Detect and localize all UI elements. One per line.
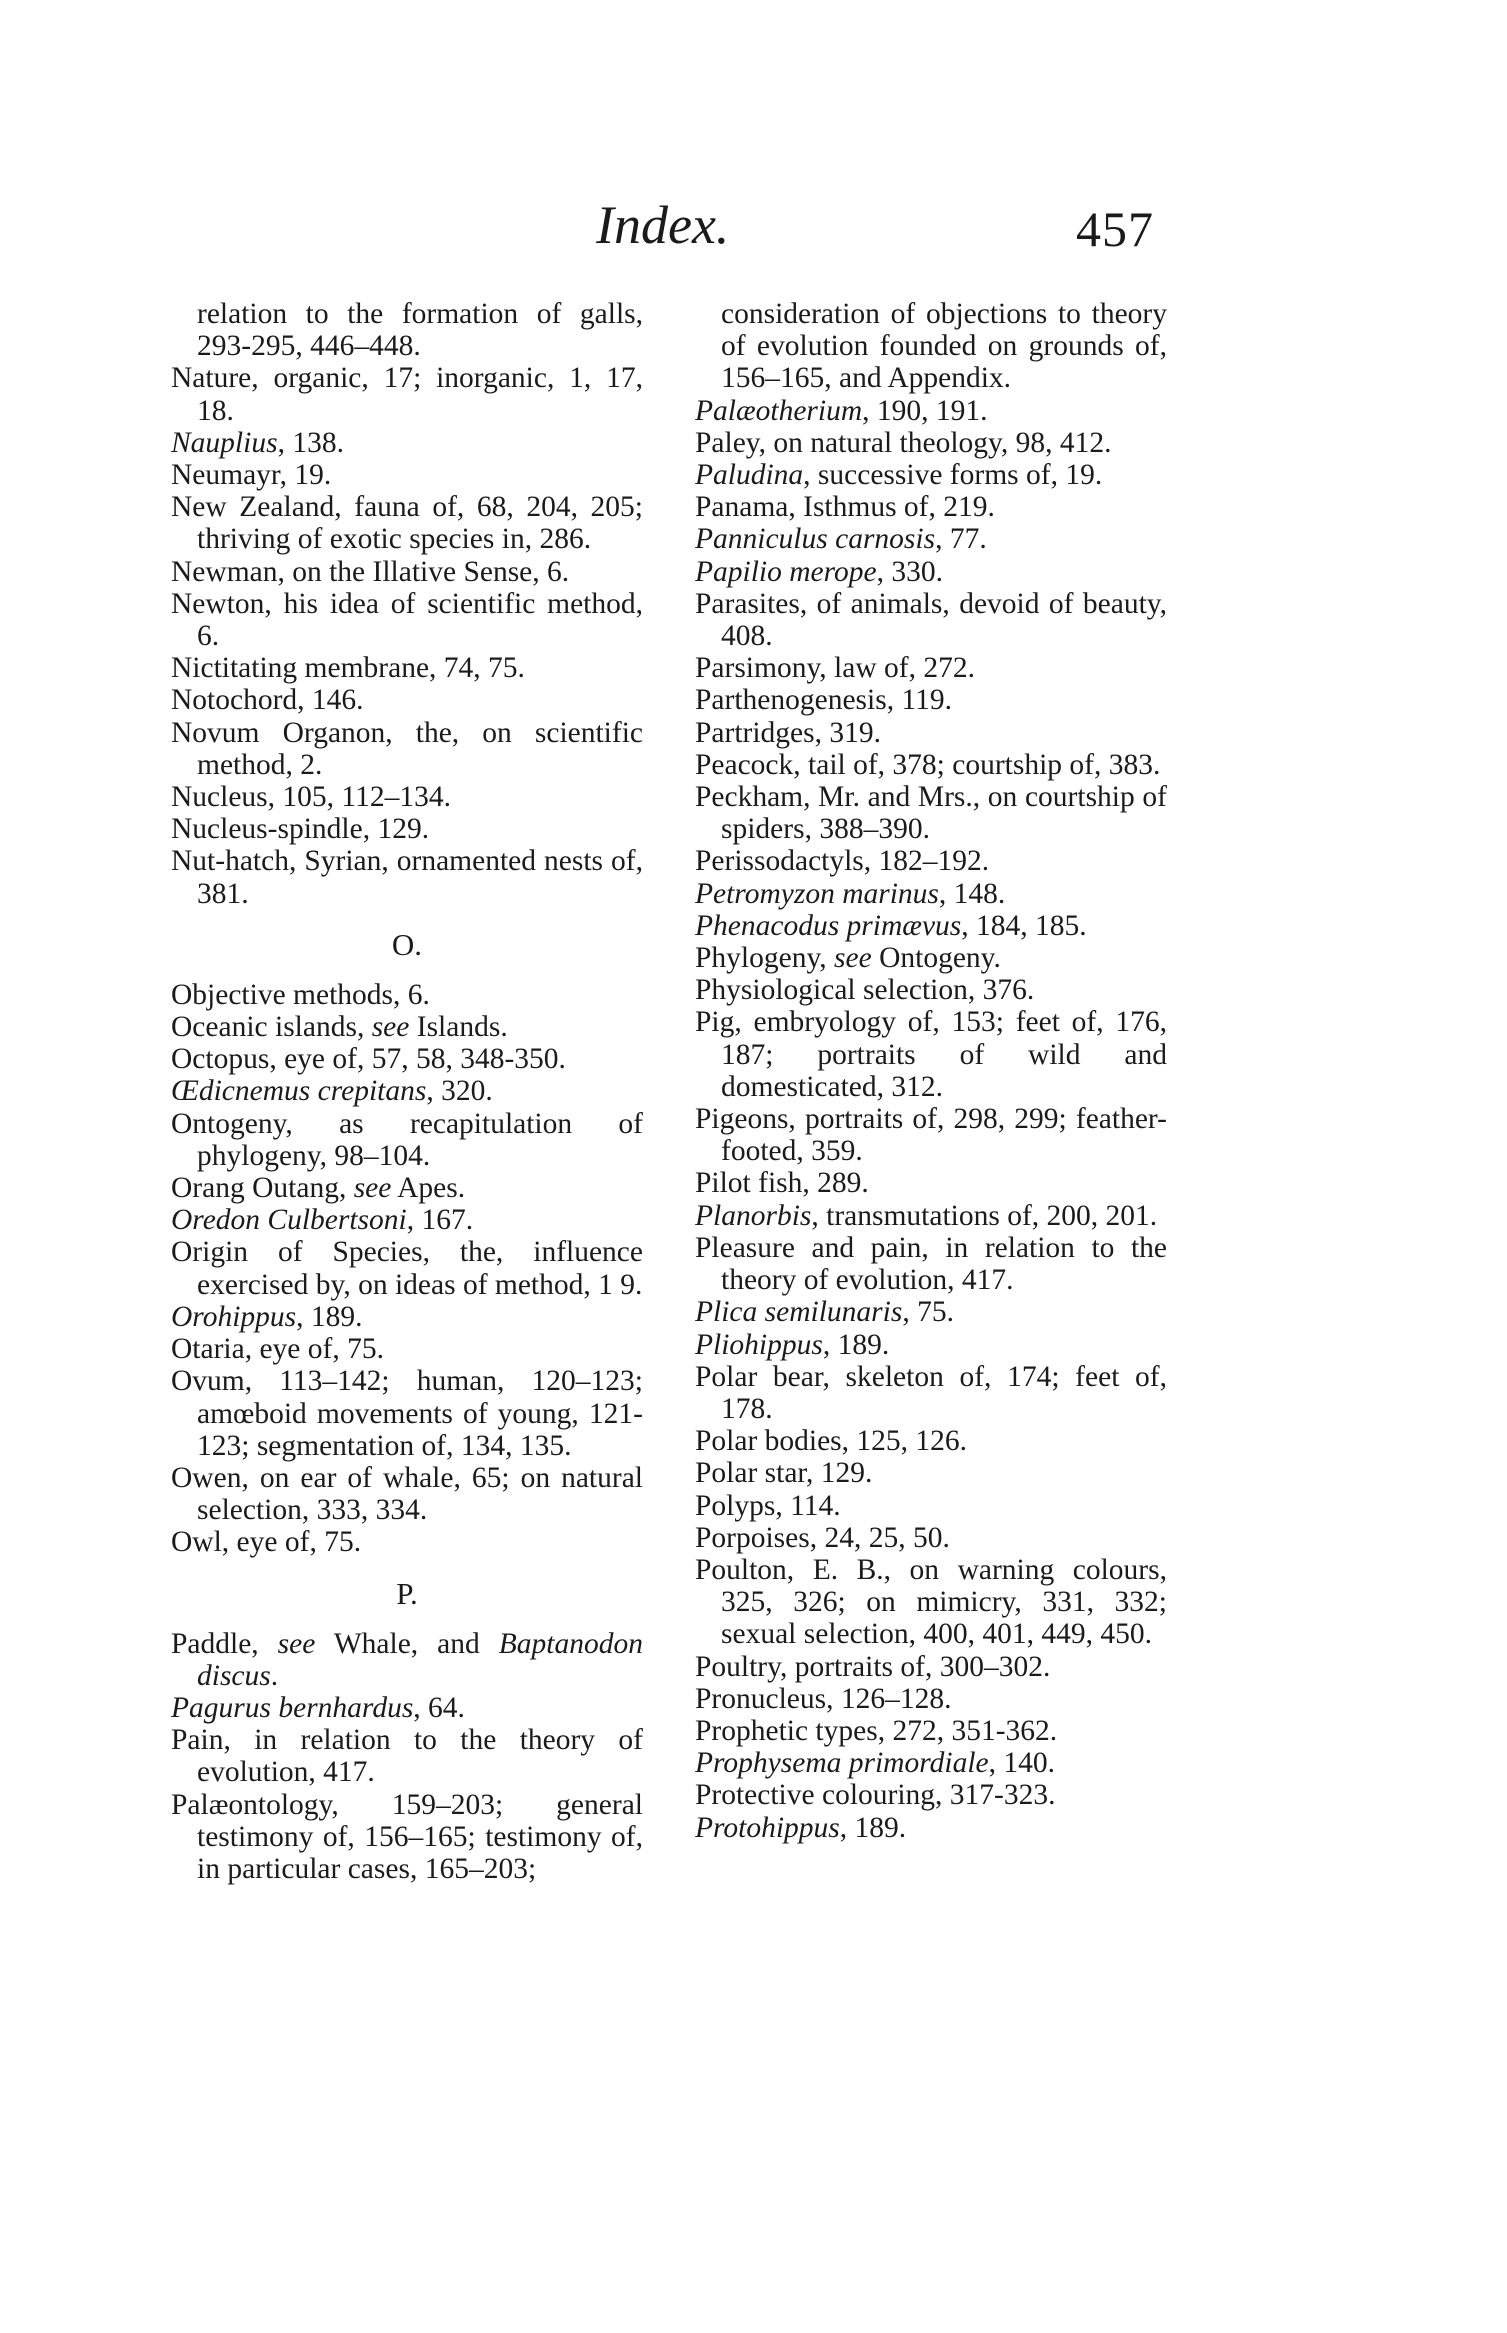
index-entry-text: Parasites, of animals, devoid of beauty, 408.: [695, 587, 1167, 653]
index-entry: [171, 362, 643, 426]
index-entry-continuation: consideration of objections to theory of evolution founded on grounds of, 156–165, and Appendix.: [721, 298, 1167, 395]
index-entry-text: Polar bear, skeleton of, 174; feet of, 178.: [695, 1360, 1167, 1425]
index-entry-text: , 189.: [822, 1328, 890, 1361]
index-entry-italic-text: Nauplius: [171, 426, 278, 459]
index-entry-text: Pleasure and pain, in relation to the theory of evolution, 417.: [695, 1231, 1167, 1297]
index-entry-italic-text: Phenacodus primævus: [695, 909, 962, 942]
index-entry-text: Novum Organon, the, on scientific method, 2.: [171, 716, 643, 781]
index-entry-italic-text: Plica semilunaris: [695, 1296, 903, 1329]
index-entry-text: Islands.: [409, 1011, 508, 1044]
index-entry: [695, 652, 1167, 684]
index-entry-text: Oceanic islands,: [171, 1011, 372, 1044]
index-entry-text: Phylogeny,: [695, 942, 835, 975]
index-entry-text: Paley, on natural theology, 98, 412.: [695, 426, 1112, 459]
index-entry: [695, 1425, 1167, 1457]
index-entry-text: , 189.: [296, 1300, 363, 1333]
index-entry: [171, 1075, 643, 1107]
index-entry-text: Neumayr, 19.: [171, 459, 332, 492]
index-entry-text: Polar star, 129.: [695, 1457, 873, 1490]
index-entry-text: Owen, on ear of whale, 65; on natural selection, 333, 334.: [171, 1461, 643, 1527]
index-entry-text: Apes.: [391, 1172, 466, 1205]
index-entry: [695, 684, 1167, 716]
index-entry-text: , 167.: [406, 1204, 474, 1237]
index-entry: [695, 523, 1167, 555]
index-entry-text: , 148.: [938, 877, 1006, 910]
index-entry-continuation: relation to the formation of galls, 293-295, 446–448.: [197, 298, 643, 363]
index-column-right: [695, 298, 1167, 1844]
index-entry-italic-text: Prophysema primordiale: [695, 1747, 989, 1780]
index-entry: [171, 652, 643, 684]
index-entry-text: Nut-hatch, Syrian, ornamented nests of, 381.: [171, 845, 643, 910]
index-entry: [171, 684, 643, 716]
index-entry-text: Objective methods, 6.: [171, 978, 430, 1011]
index-entry: [171, 1628, 643, 1692]
index-entry: [695, 1006, 1167, 1103]
index-entry-text: .: [270, 1659, 279, 1692]
index-entry: [695, 1329, 1167, 1361]
index-entry: [171, 1724, 643, 1788]
page-number: 457: [1076, 201, 1154, 257]
index-entry-italic-text: see: [353, 1172, 392, 1205]
index-entry-text: Pronucleus, 126–128.: [695, 1682, 952, 1715]
index-entry: [695, 491, 1167, 523]
index-entry-text: Physiological selection, 376.: [695, 974, 1035, 1007]
index-entry: [171, 1365, 643, 1462]
index-entry-text: Otaria, eye of, 75.: [171, 1333, 384, 1366]
index-entry: [171, 491, 643, 555]
index-entry-text: , 77.: [935, 523, 987, 556]
index-entry-italic-text: Palæotherium: [695, 394, 863, 427]
index-entry-text: Whale, and: [315, 1627, 499, 1660]
index-entry-text: Porpoises, 24, 25, 50.: [695, 1521, 950, 1554]
index-entry: [695, 1457, 1167, 1489]
index-entry-italic-text: Baptanodon discus: [197, 1627, 643, 1692]
index-entry-italic-text: Œdicnemus crepitans: [171, 1075, 427, 1108]
index-entry-text: , 189.: [839, 1811, 907, 1844]
index-entry-text: Pain, in relation to the theory of evolution, 417.: [171, 1724, 643, 1789]
index-entry: [695, 1361, 1167, 1425]
index-entry: [695, 1490, 1167, 1522]
index-entry-text: Ovum, 113–142; human, 120–123; amœboid movements of young, 121-123; segmentation of, 134, 135.: [171, 1365, 643, 1462]
index-entry-italic-text: see: [277, 1627, 316, 1660]
index-entry: [695, 556, 1167, 588]
index-entry-text: Peacock, tail of, 378; courtship of, 383.: [695, 748, 1161, 781]
index-entry-text: , 184, 185.: [961, 909, 1087, 942]
index-entry-text: Peckham, Mr. and Mrs., on courtship of spiders, 388–390.: [695, 781, 1167, 846]
index-entry: [695, 1103, 1167, 1167]
index-entry-text: Nature, organic, 17; inorganic, 1, 17, 18.: [171, 362, 643, 427]
index-entry: [695, 1167, 1167, 1199]
index-entry-text: , 190, 191.: [862, 394, 988, 427]
index-entry-text: Owl, eye of, 75.: [171, 1526, 362, 1559]
index-entry-text: , 75.: [902, 1296, 954, 1329]
index-entry: [171, 1204, 643, 1236]
index-entry-text: Nictitating membrane, 74, 75.: [171, 652, 525, 685]
index-entry: [171, 1462, 643, 1526]
index-entry: [171, 1172, 643, 1204]
index-entry-text: Poultry, portraits of, 300–302.: [695, 1650, 1051, 1683]
index-entry-text: Nucleus-spindle, 129.: [171, 813, 430, 846]
index-entry: [695, 1715, 1167, 1747]
index-entry-italic-text: Paludina: [695, 459, 804, 492]
section-letter: O.: [391, 926, 423, 962]
index-entry: [695, 1554, 1167, 1651]
index-entry: [171, 427, 643, 459]
index-entry: [695, 588, 1167, 652]
index-entry-text: , 138.: [277, 426, 344, 459]
index-entry: [695, 974, 1167, 1006]
index-entry-text: , 330.: [876, 555, 943, 588]
index-entry: [695, 781, 1167, 845]
index-entry: [695, 749, 1167, 781]
index-entry-italic-text: Pliohippus: [695, 1328, 823, 1361]
index-entry: [695, 845, 1167, 877]
index-entry: [171, 1108, 643, 1172]
index-entry-text: Ontogeny, as recapitulation of phylogeny, 98–104.: [171, 1107, 643, 1172]
index-entry: [171, 1526, 643, 1558]
index-entry: [695, 1683, 1167, 1715]
index-entry: [695, 942, 1167, 974]
index-entry: [695, 1779, 1167, 1811]
index-entry-text: Origin of Species, the, influence exercised by, on ideas of method, 1 9.: [171, 1236, 643, 1301]
index-entry: [171, 979, 643, 1011]
index-entry: [695, 1812, 1167, 1844]
index-entry: [171, 1692, 643, 1724]
index-entry: [695, 395, 1167, 427]
index-entry: [171, 1236, 643, 1300]
index-entry-text: Perissodactyls, 182–192.: [695, 845, 990, 878]
index-entry: [695, 1232, 1167, 1296]
index-entry: [171, 1043, 643, 1075]
index-entry-text: Panama, Isthmus of, 219.: [695, 491, 995, 524]
index-entry: [695, 459, 1167, 491]
index-entry-text: , 320.: [426, 1075, 493, 1108]
index-entry-text: Palæontology, 159–203; general testimony of, 156–165; testimony of, in particular cases, 165–203;: [171, 1788, 643, 1885]
index-entry-text: , transmutations of, 200, 201.: [811, 1199, 1158, 1232]
index-entry: [695, 717, 1167, 749]
index-entry: [695, 878, 1167, 910]
index-entry-text: Pigeons, portraits of, 298, 299; feather-footed, 359.: [695, 1103, 1167, 1168]
index-entry-italic-text: Orohippus: [171, 1300, 297, 1333]
section-letter: P.: [396, 1575, 418, 1611]
index-entry-text: Parthenogenesis, 119.: [695, 684, 952, 717]
page-header: [0, 190, 1507, 270]
index-entry-text: Orang Outang,: [171, 1172, 354, 1205]
index-entry-text: Nucleus, 105, 112–134.: [171, 781, 451, 814]
index-entry: [171, 813, 643, 845]
index-entry: [171, 588, 643, 652]
index-entry: [171, 1333, 643, 1365]
index-entry-text: Newman, on the Illative Sense, 6.: [171, 555, 570, 588]
index-entry: [171, 845, 643, 909]
index-entry-italic-text: Papilio merope: [695, 555, 877, 588]
index-entry-text: Pig, embryology of, 153; feet of, 176, 187; portraits of wild and domesticated, 312.: [695, 1006, 1167, 1103]
index-entry-italic-text: Planorbis: [695, 1199, 812, 1232]
index-entry-text: Octopus, eye of, 57, 58, 348-350.: [171, 1043, 566, 1076]
index-entry-text: Partridges, 319.: [695, 716, 881, 749]
index-entry-text: , 140.: [988, 1747, 1055, 1780]
index-entry-text: Pilot fish, 289.: [695, 1167, 869, 1200]
index-entry: [171, 556, 643, 588]
index-entry-italic-text: Pagurus bernhardus: [171, 1691, 414, 1724]
index-entry: [171, 1301, 643, 1333]
index-entry-text: Paddle,: [171, 1627, 278, 1660]
index-entry: [695, 1296, 1167, 1328]
index-entry-italic-text: Oredon Culbertsoni: [171, 1204, 407, 1237]
index-entry: [695, 1651, 1167, 1683]
index-entry: [695, 1522, 1167, 1554]
index-column-left: [171, 298, 643, 1885]
index-entry-italic-text: see: [834, 942, 872, 975]
index-entry-italic-text: Panniculus carnosis: [695, 523, 936, 556]
index-entry: [171, 459, 643, 491]
index-entry: [695, 1200, 1167, 1232]
index-entry-text: Ontogeny.: [871, 942, 1001, 975]
index-entry-text: , successive forms of, 19.: [803, 459, 1103, 492]
index-entry-text: Notochord, 146.: [171, 684, 364, 717]
index-entry: [171, 1789, 643, 1886]
index-entry-text: Prophetic types, 272, 351-362.: [695, 1714, 1058, 1747]
index-entry-text: New Zealand, fauna of, 68, 204, 205; thriving of exotic species in, 286.: [171, 491, 643, 556]
index-entry: [171, 717, 643, 781]
index-entry: [695, 1747, 1167, 1779]
index-entry: [171, 1011, 643, 1043]
index-entry-text: , 64.: [413, 1691, 465, 1724]
index-entry-text: Parsimony, law of, 272.: [695, 652, 975, 685]
index-entry-italic-text: Petromyzon marinus: [695, 877, 939, 910]
index-entry-text: Polar bodies, 125, 126.: [695, 1425, 968, 1458]
index-entry-text: Newton, his idea of scientific method, 6.: [171, 587, 643, 653]
index-entry-text: Poulton, E. B., on warning colours, 325, 326; on mimicry, 331, 332; sexual selection, 400, 401, 449, 450.: [695, 1553, 1167, 1651]
running-title: Index.: [596, 195, 730, 255]
index-entry-italic-text: Protohippus: [695, 1811, 840, 1844]
index-entry: [695, 910, 1167, 942]
index-entry-text: Polyps, 114.: [695, 1489, 841, 1522]
index-entry: [695, 427, 1167, 459]
index-entry-italic-text: see: [371, 1011, 410, 1044]
index-entry-text: Protective colouring, 317-323.: [695, 1779, 1056, 1812]
index-entry: [171, 781, 643, 813]
